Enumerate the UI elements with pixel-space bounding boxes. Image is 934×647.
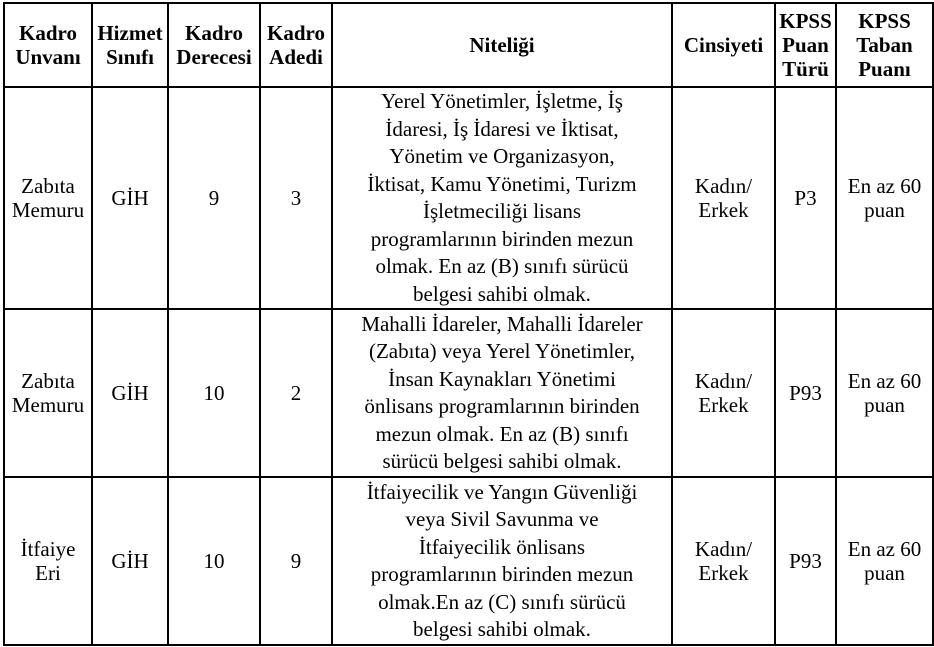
cell-kpss-puan-turu: P3 <box>775 87 836 309</box>
cell-kpss-puan-turu: P93 <box>775 477 836 645</box>
kadro-table <box>3 2 934 646</box>
header-niteligi: Niteliği <box>332 3 672 87</box>
cell-kadro-unvani: İtfaiye Eri <box>4 477 92 645</box>
header-kpss-puan-turu: KPSS Puan Türü <box>775 3 836 87</box>
header-kadro-unvani: Kadro Unvanı <box>4 3 92 87</box>
cell-kadro-adedi: 3 <box>260 87 332 309</box>
cell-kpss-taban-puani: En az 60 puan <box>836 87 933 309</box>
cell-cinsiyeti: Kadın/ Erkek <box>672 87 775 309</box>
table-row <box>4 87 933 309</box>
cell-kadro-derecesi: 10 <box>168 477 260 645</box>
cell-kadro-derecesi: 10 <box>168 309 260 477</box>
table-row <box>4 477 933 645</box>
header-kpss-taban-puani: KPSS Taban Puanı <box>836 3 933 87</box>
cell-kpss-taban-puani: En az 60 puan <box>836 309 933 477</box>
table-row <box>4 309 933 477</box>
cell-cinsiyeti: Kadın/ Erkek <box>672 477 775 645</box>
cell-kadro-adedi: 9 <box>260 477 332 645</box>
cell-hizmet-sinifi: GİH <box>92 87 168 309</box>
cell-niteligi: Mahalli İdareler, Mahalli İdareler (Zabıta) veya Yerel Yönetimler, İnsan Kaynakları Yönetimi önlisans programlarının birinden mezun olmak. En az (B) sınıfı sürücü belgesi sahibi olmak. <box>332 309 672 477</box>
cell-kpss-taban-puani: En az 60 puan <box>836 477 933 645</box>
header-row <box>4 3 933 87</box>
cell-kadro-derecesi: 9 <box>168 87 260 309</box>
cell-kadro-unvani: Zabıta Memuru <box>4 87 92 309</box>
header-cinsiyeti: Cinsiyeti <box>672 3 775 87</box>
cell-kadro-unvani: Zabıta Memuru <box>4 309 92 477</box>
cell-cinsiyeti: Kadın/ Erkek <box>672 309 775 477</box>
cell-niteligi: İtfaiyecilik ve Yangın Güvenliği veya Sivil Savunma ve İtfaiyecilik önlisans programlarının birinden mezun olmak.En az (C) sınıfı sürücü belgesi sahibi olmak. <box>332 477 672 645</box>
header-kadro-derecesi: Kadro Derecesi <box>168 3 260 87</box>
header-kadro-adedi: Kadro Adedi <box>260 3 332 87</box>
cell-hizmet-sinifi: GİH <box>92 477 168 645</box>
cell-niteligi: Yerel Yönetimler, İşletme, İş İdaresi, İş İdaresi ve İktisat, Yönetim ve Organizasyon, İktisat, Kamu Yönetimi, Turizm İşletmeciliği lisans programlarının birinden mezun olmak. En az (B) sınıfı sürücü belgesi sahibi olmak. <box>332 87 672 309</box>
cell-kadro-adedi: 2 <box>260 309 332 477</box>
cell-kpss-puan-turu: P93 <box>775 309 836 477</box>
header-hizmet-sinifi: Hizmet Sınıfı <box>92 3 168 87</box>
cell-hizmet-sinifi: GİH <box>92 309 168 477</box>
